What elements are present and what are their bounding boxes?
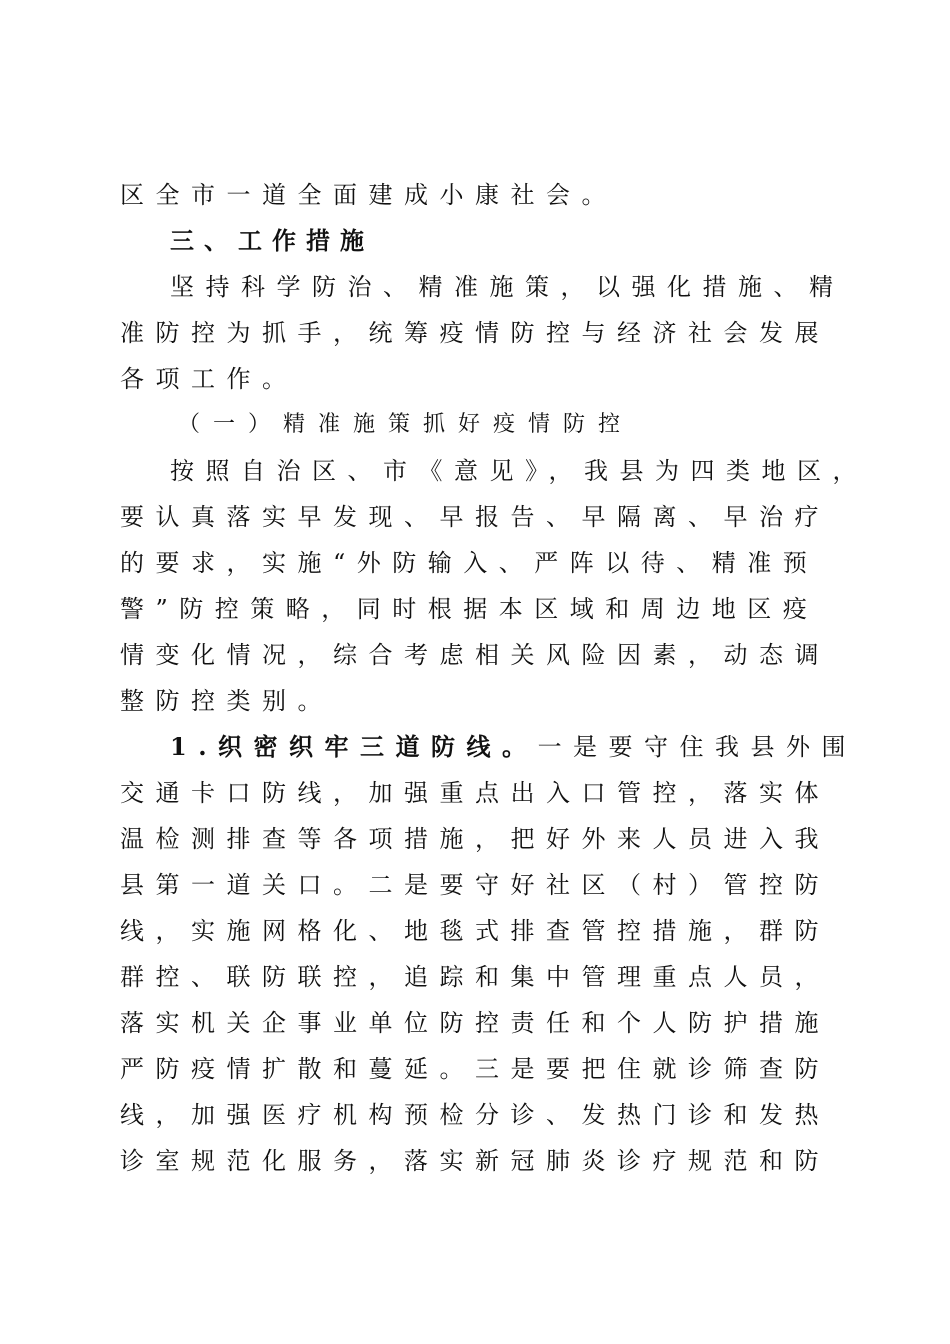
- bold-item-line: [170, 732, 857, 762]
- paragraph-line: 群控、联防联控，追踪和集中管理重点人员，: [120, 963, 830, 991]
- paragraph-line: 的要求，实施“外防输入、严阵以待、精准预: [120, 549, 819, 577]
- paragraph-line: 整防控类别。: [120, 687, 333, 715]
- paragraph-line: 准防控为抓手，统筹疫情防控与经济社会发展: [120, 319, 830, 347]
- paragraph-line: 情变化情况，综合考虑相关风险因素，动态调: [120, 641, 830, 669]
- paragraph-line: 要认真落实早发现、早报告、早隔离、早治疗: [120, 503, 830, 531]
- paragraph-line: 县第一道关口。二是要守好社区（村）管控防: [120, 871, 830, 899]
- paragraph-line: 按照自治区、市《意见》，我县为四类地区，: [170, 457, 868, 485]
- paragraph-line: 温检测排查等各项措施，把好外来人员进入我: [120, 825, 830, 853]
- bold-item-rest: 一是要守住我县外围: [537, 733, 858, 761]
- paragraph-line: 警”防控策略，同时根据本区域和周边地区疫: [120, 595, 819, 623]
- paragraph-line: 交通卡口防线，加强重点出入口管控，落实体: [120, 779, 830, 807]
- paragraph-line: 坚持科学防治、精准施策，以强化措施、精: [170, 273, 845, 301]
- paragraph-line: 各项工作。: [120, 365, 298, 393]
- bold-item-lead: 1.织密织牢三道防线。: [170, 732, 538, 761]
- paragraph-line: 诊室规范化服务，落实新冠肺炎诊疗规范和防: [120, 1147, 830, 1175]
- paragraph-line: 线，实施网格化、地毯式排查管控措施，群防: [120, 917, 830, 945]
- paragraph-line: 落实机关企事业单位防控责任和个人防护措施: [120, 1009, 830, 1037]
- paragraph-line: 区全市一道全面建成小康社会。: [120, 181, 617, 209]
- section-heading: 三、工作措施: [170, 227, 374, 255]
- paragraph-line: 严防疫情扩散和蔓延。三是要把住就诊筛查防: [120, 1055, 830, 1083]
- subsection-heading: （一）精准施策抓好疫情防控: [178, 412, 634, 437]
- paragraph-line: 线，加强医疗机构预检分诊、发热门诊和发热: [120, 1101, 830, 1129]
